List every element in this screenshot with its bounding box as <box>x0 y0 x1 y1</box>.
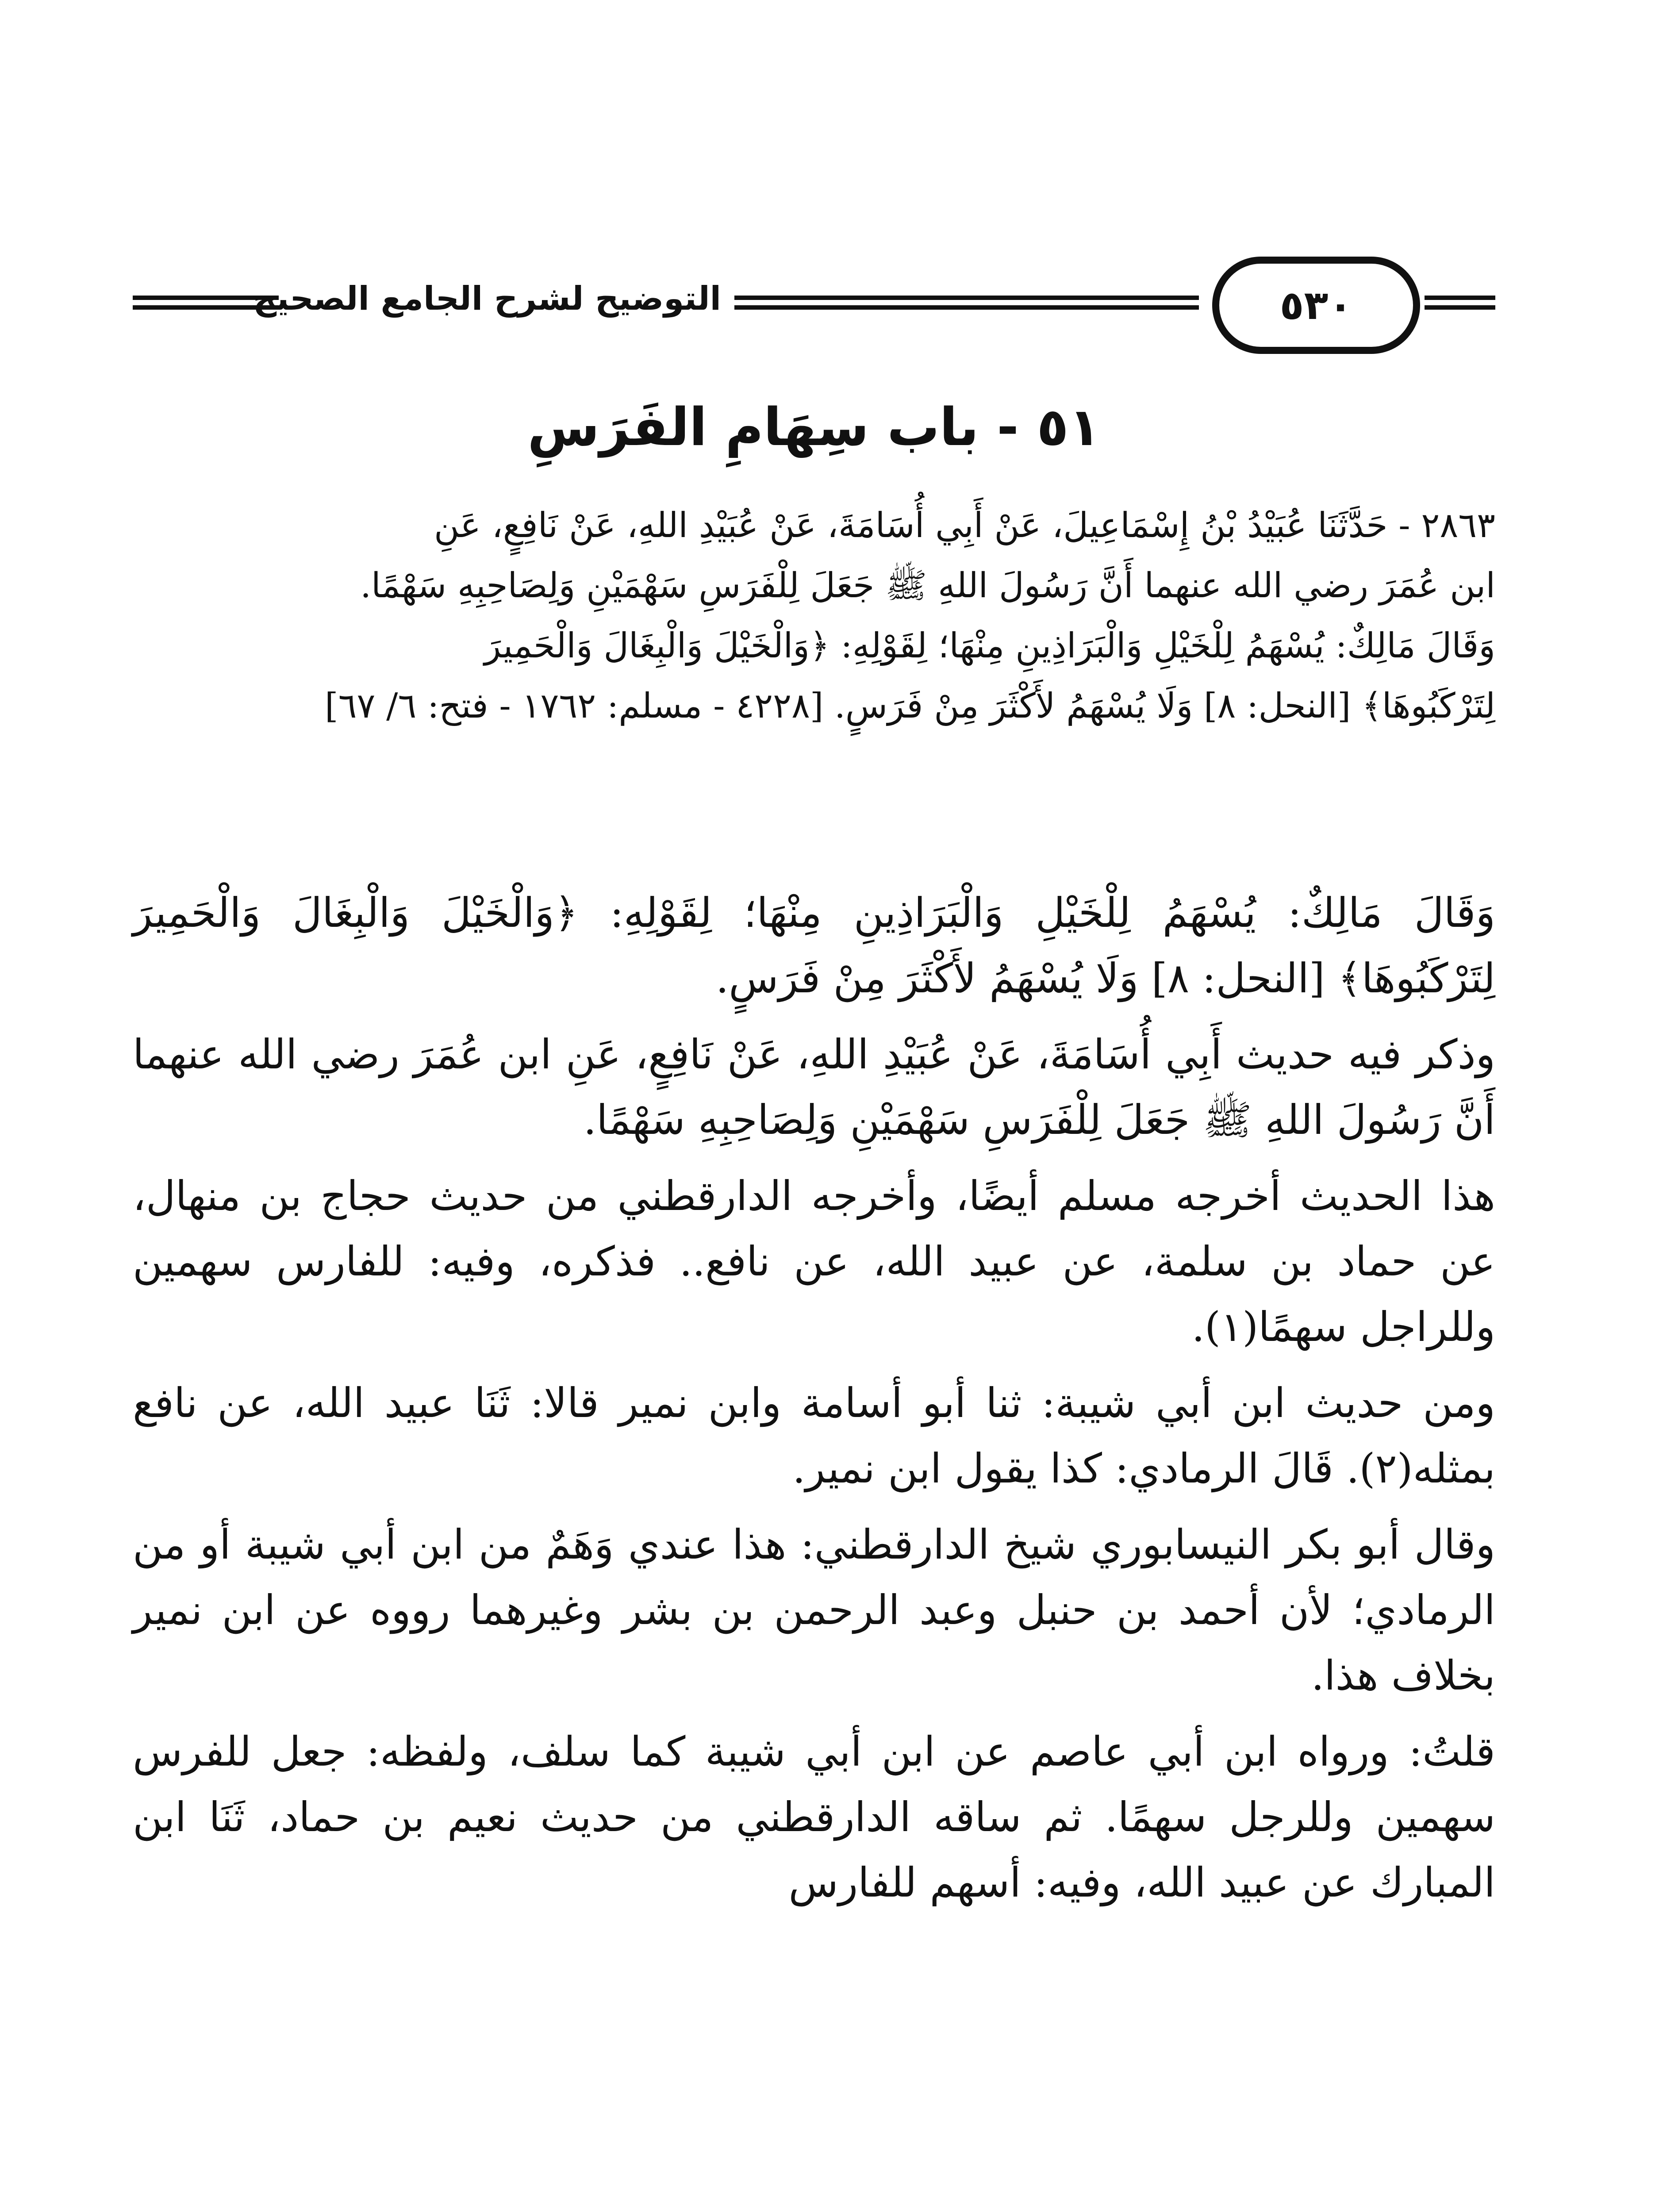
header-rule-right <box>1425 296 1495 310</box>
commentary-paragraph: وَقَالَ مَالِكٌ: يُسْهَمُ لِلْخَيْلِ وَالْبَرَاذِينِ مِنْهَا؛ لِقَوْلِهِ: ﴿وَالْخَيْلَ وَالْبِغَالَ وَالْحَمِيرَ لِتَرْكَبُوهَا﴾ [النحل: ٨] وَلَا يُسْهَمُ لأَكْثَرَ مِنْ فَرَسٍ. <box>133 889 1495 1002</box>
running-title: التوضيح لشرح الجامع الصحيح <box>253 280 721 318</box>
hadith-line: ٢٨٦٣ - حَدَّثَنَا عُبَيْدُ بْنُ إِسْمَاعِيلَ، عَنْ أَبِي أُسَامَةَ، عَنْ عُبَيْدِ اللهِ، عَنْ نَافِعٍ، عَنِ <box>434 506 1495 545</box>
commentary-paragraph: هذا الحديث أخرجه مسلم أيضًا، وأخرجه الدارقطني من حديث حجاج بن منهال، عن حماد بن سلمة، عن عبيد الله، عن نافع.. فذكره، وفيه: للفارس سهمين وللراجل سهمًا(١). <box>133 1172 1495 1351</box>
commentary-text <box>133 880 1495 1926</box>
commentary-paragraph: وقال أبو بكر النيسابوري شيخ الدارقطني: هذا عندي وَهَمٌ من ابن أبي شيبة أو من الرمادي؛ لأن أحمد بن حنبل وعبد الرحمن بن بشر وغيرهما رووه عن ابن نمير بخلاف هذا. <box>133 1521 1496 1699</box>
hadith-line: ابن عُمَرَ رضي الله عنهما أَنَّ رَسُولَ اللهِ ﷺ جَعَلَ لِلْفَرَسِ سَهْمَيْنِ وَلِصَاحِبِهِ سَهْمًا. <box>360 566 1495 606</box>
chapter-heading: ٥١ - باب سِهَامِ الفَرَسِ <box>527 396 1101 457</box>
page-number-badge: ٥٣٠ <box>1212 257 1420 354</box>
hadith-line: وَقَالَ مَالِكٌ: يُسْهَمُ لِلْخَيْلِ وَالْبَرَاذِينِ مِنْهَا؛ لِقَوْلِهِ: ﴿وَالْخَيْلَ وَالْبِغَالَ وَالْحَمِيرَ <box>484 626 1495 666</box>
commentary-paragraph: ومن حديث ابن أبي شيبة: ثنا أبو أسامة وابن نمير قالا: ثَنَا عبيد الله، عن نافع بمثله(٢). قَالَ الرمادي: كذا يقول ابن نمير. <box>133 1379 1495 1492</box>
commentary-paragraph: قلتُ: ورواه ابن أبي عاصم عن ابن أبي شيبة كما سلف، ولفظه: جعل للفرس سهمين وللرجل سهمًا. ثم ساقه الدارقطني من حديث نعيم بن حماد، ثَنَا ابن المبارك عن عبيد الله، وفيه: أسهم للفارس <box>133 1728 1495 1906</box>
hadith-line: لِتَرْكَبُوهَا﴾ [النحل: ٨] وَلَا يُسْهَمُ لأَكْثَرَ مِنْ فَرَسٍ. [٤٢٢٨ - مسلم: ١٧٦٢ - فتح: ٦/ ٦٧] <box>325 686 1495 726</box>
header-rule-middle <box>734 296 1199 310</box>
commentary-paragraph: وذكر فيه حديث أَبِي أُسَامَةَ، عَنْ عُبَيْدِ اللهِ، عَنْ نَافِعٍ، عَنِ ابن عُمَرَ رضي الله عنهما أَنَّ رَسُولَ اللهِ ﷺ جَعَلَ لِلْفَرَسِ سَهْمَيْنِ وَلِصَاحِبِهِ سَهْمًا. <box>133 1031 1495 1144</box>
hadith-text <box>133 495 1495 736</box>
page-header <box>133 248 1495 363</box>
